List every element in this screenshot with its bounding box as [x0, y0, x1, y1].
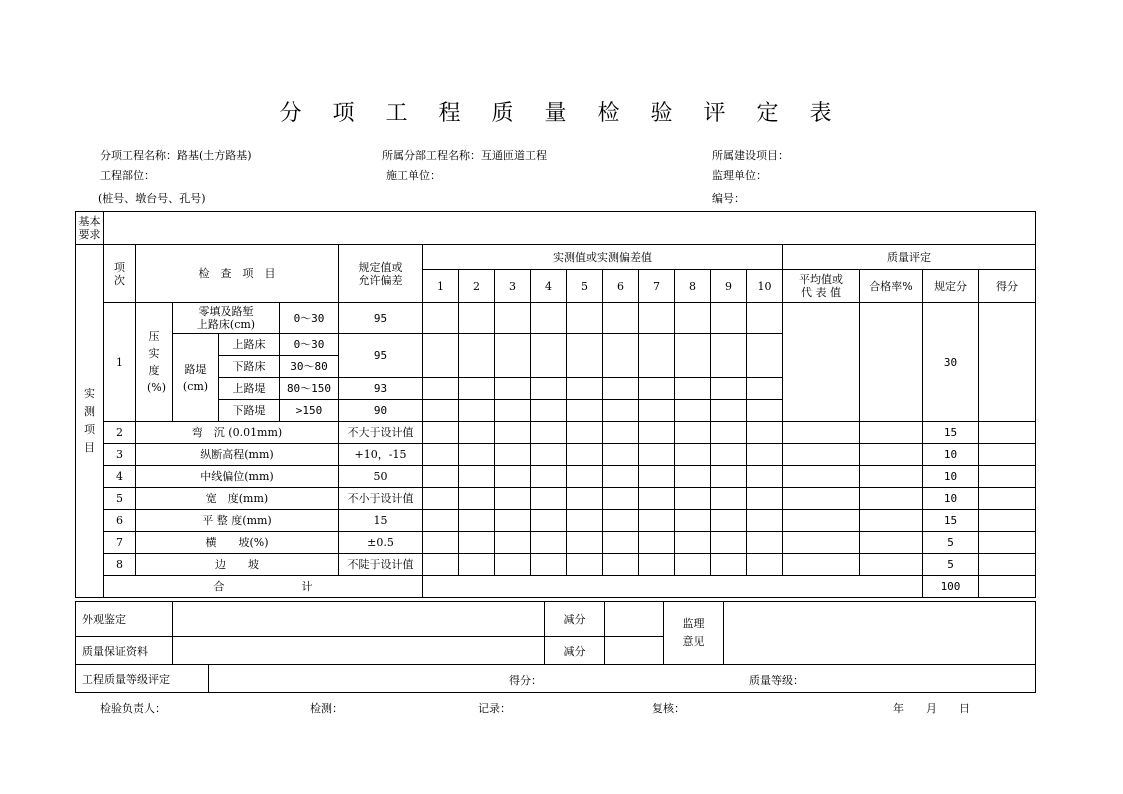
measure-col-7: 7: [639, 270, 675, 303]
table-row: [76, 554, 1036, 576]
compaction-r4-spec: 93: [339, 378, 423, 400]
item-name: 分项工程名称：路基(土方路基): [100, 149, 252, 162]
inspector: 检验负责人：: [100, 702, 166, 715]
table-row: [76, 488, 1036, 510]
date: 年 月 日: [893, 702, 970, 715]
compaction-r5-spec: 90: [339, 400, 423, 422]
recorder: 记录：: [478, 702, 511, 715]
appearance-label: 外观鉴定: [76, 602, 173, 637]
grade-eval-content: [209, 665, 1036, 693]
compaction-score: 30: [923, 303, 979, 422]
supervisor: 监理单位：: [712, 169, 767, 182]
row-name: 平 整 度(mm): [136, 510, 339, 532]
row-spec: 50: [339, 466, 423, 488]
appearance-content: [173, 602, 545, 637]
construction-project: 所属建设项目：: [712, 149, 789, 162]
compaction-r23-spec: 95: [339, 334, 423, 378]
row-name: 宽 度(mm): [136, 488, 339, 510]
grade-table: [75, 664, 1036, 693]
deduct1-value: [605, 602, 664, 637]
row-name: 弯 沉 (0.01mm): [136, 422, 339, 444]
row-name: 中线偏位(mm): [136, 466, 339, 488]
deduct2-label: 减分: [545, 637, 605, 665]
page-title: 分 项 工 程 质 量 检 验 评 定 表: [279, 101, 844, 126]
row-seq: 6: [104, 510, 136, 532]
row-score: 10: [923, 444, 979, 466]
compaction-r3-name: 下路床: [219, 356, 280, 378]
col-pass: 合格率%: [860, 270, 923, 303]
compaction-r4-range: 80～150: [280, 378, 339, 400]
row-name: 边 坡: [136, 554, 339, 576]
row-name: 纵断高程(mm): [136, 444, 339, 466]
pile-number: (桩号、墩台号、孔号): [98, 192, 206, 205]
col-quality: 质量评定: [783, 245, 1036, 270]
deduct2-value: [605, 637, 664, 665]
col-measured: 实测值或实测偏差值: [423, 245, 783, 270]
embankment-label: 路堤(cm): [173, 334, 219, 422]
row-spec: +10，-15: [339, 444, 423, 466]
measure-col-8: 8: [675, 270, 711, 303]
serial-number: 编号：: [712, 192, 745, 205]
measure-col-4: 4: [531, 270, 567, 303]
col-avg: 平均值或代 表 值: [783, 270, 860, 303]
compaction-seq: 1: [104, 303, 136, 422]
measure-col-1: 1: [423, 270, 459, 303]
tester: 检测：: [310, 702, 343, 715]
compaction-r2-range: 0～30: [280, 334, 339, 356]
quality-docs-content: [173, 637, 545, 665]
grade-label: 质量等级：: [749, 674, 804, 687]
row-spec: 不大于设计值: [339, 422, 423, 444]
row-seq: 3: [104, 444, 136, 466]
table-row: [76, 510, 1036, 532]
measure-col-5: 5: [567, 270, 603, 303]
contractor: 施工单位：: [386, 169, 441, 182]
location: 工程部位：: [100, 169, 155, 182]
compaction-r3-range: 30～80: [280, 356, 339, 378]
compaction-r5-range: >150: [280, 400, 339, 422]
total-label: 合 计: [104, 576, 423, 598]
row-spec: 不陡于设计值: [339, 554, 423, 576]
row-spec: ±0.5: [339, 532, 423, 554]
measure-col-6: 6: [603, 270, 639, 303]
reviewer: 复核：: [652, 702, 685, 715]
col-score-spec: 规定分: [923, 270, 979, 303]
compaction-r5-name: 下路堤: [219, 400, 280, 422]
row-seq: 5: [104, 488, 136, 510]
supervision-content: [724, 602, 1036, 665]
table-row: [76, 444, 1036, 466]
total-score: 100: [923, 576, 979, 598]
compaction-r4-name: 上路堤: [219, 378, 280, 400]
measured-items-label: 实测项目: [76, 245, 104, 598]
sub-project: 所属分部工程名称：互通匝道工程: [382, 149, 547, 162]
col-score: 得分: [979, 270, 1036, 303]
measure-col-9: 9: [711, 270, 747, 303]
basic-req-content: [104, 212, 1036, 245]
row-spec: 15: [339, 510, 423, 532]
row-score: 15: [923, 422, 979, 444]
score-label: 得分：: [509, 674, 542, 687]
measure-col-3: 3: [495, 270, 531, 303]
row-seq: 7: [104, 532, 136, 554]
compaction-r1-name: 零填及路堑上路床(cm): [173, 303, 280, 334]
table-row: [76, 466, 1036, 488]
col-item: 检 查 项 目: [136, 245, 339, 303]
row-seq: 8: [104, 554, 136, 576]
compaction-r1-spec: 95: [339, 303, 423, 334]
col-seq: 项次: [104, 245, 136, 303]
row-score: 10: [923, 466, 979, 488]
table-row: [76, 532, 1036, 554]
inspection-table: [75, 211, 1036, 598]
appearance-table: [75, 601, 1036, 665]
total-row: [76, 576, 1036, 598]
row-seq: 4: [104, 466, 136, 488]
grade-eval-label: 工程质量等级评定: [76, 665, 209, 693]
row-seq: 2: [104, 422, 136, 444]
compaction-label: 压实度(%): [136, 303, 173, 422]
supervision-label: 监理意见: [664, 602, 724, 665]
compaction-r1-range: 0～30: [280, 303, 339, 334]
compaction-r2-name: 上路床: [219, 334, 280, 356]
quality-docs-label: 质量保证资料: [76, 637, 173, 665]
measure-col-10: 10: [747, 270, 783, 303]
deduct1-label: 减分: [545, 602, 605, 637]
table-row: [76, 422, 1036, 444]
row-name: 横 坡(%): [136, 532, 339, 554]
row-score: 5: [923, 532, 979, 554]
row-score: 5: [923, 554, 979, 576]
measure-col-2: 2: [459, 270, 495, 303]
row-score: 15: [923, 510, 979, 532]
col-spec: 规定值或允许偏差: [339, 245, 423, 303]
row-spec: 不小于设计值: [339, 488, 423, 510]
row-score: 10: [923, 488, 979, 510]
basic-req-label: 基本要求: [76, 212, 104, 245]
